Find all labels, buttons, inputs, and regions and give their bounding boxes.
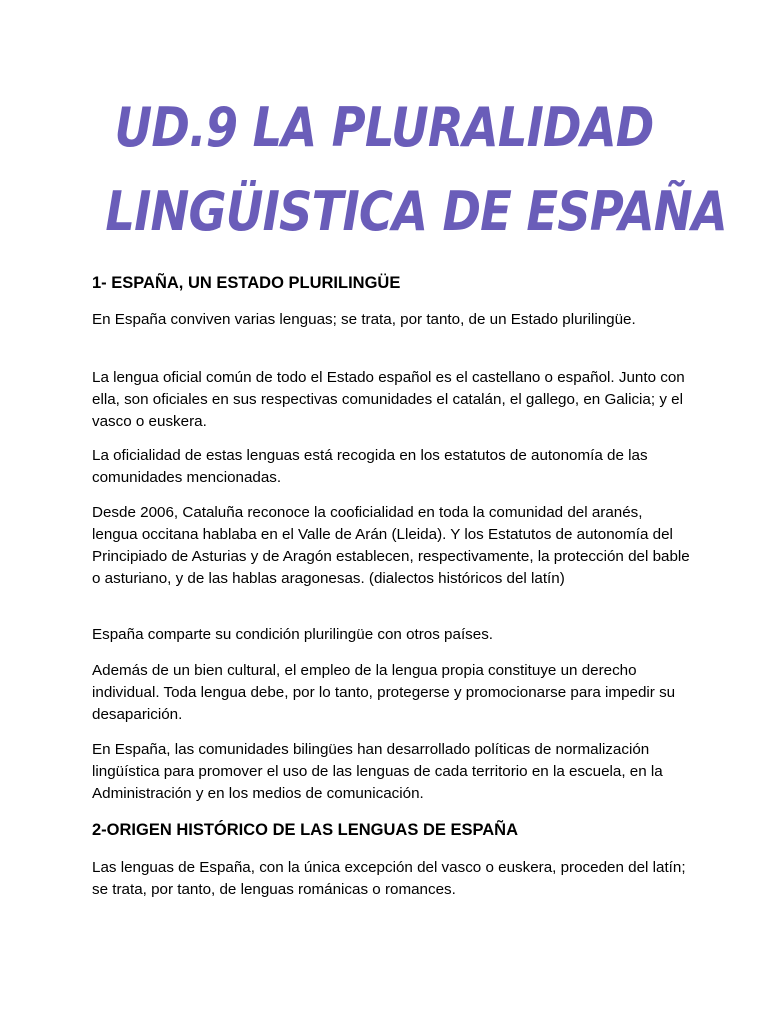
section-1-paragraph-3: La oficialidad de estas lenguas está recogida en los estatutos de autonomía de las comunidades mencionadas. [92,447,648,486]
section-1-paragraph-1: En España conviven varias lenguas; se trata, por tanto, de un Estado plurilingüe. [92,311,636,328]
section-1-paragraph-7: En España, las comunidades bilingües han desarrollado políticas de normalización lingüística para promover el uso de las lenguas de cada territorio en la escuela, en la Administración y en los medios de comunicación. [92,741,663,802]
section-2-paragraph-1: Las lenguas de España, con la única excepción del vasco o euskera, proceden del latín; se trata, por tanto, de lenguas románicas o romances. [92,859,686,898]
document-title-line-1: UD.9 LA PLURALIDAD [114,96,654,159]
section-1-heading: 1- ESPAÑA, UN ESTADO PLURILINGÜE [92,274,401,292]
section-1-paragraph-6: Además de un bien cultural, el empleo de la lengua propia constituye un derecho individual. Toda lengua debe, por lo tanto, protegerse y promocionarse para impedir su desaparición. [92,662,676,723]
section-1-paragraph-5: España comparte su condición plurilingüe con otros países. [92,626,494,643]
section-1-paragraph-2: La lengua oficial común de todo el Estado español es el castellano o español. Junto con ella, son oficiales en sus respectivas comunidades el catalán, el gallego, en Galicia; y el vasco o euskera. [92,369,685,430]
document-title-line-2: LINGÜISTICA DE ESPAÑA [105,180,727,243]
section-1-paragraph-4: Desde 2006, Cataluña reconoce la cooficialidad en toda la comunidad del aranés, lengua occitana hablaba en el Valle de Arán (Lleida). Y los Estatutos de autonomía del Principiado de Asturias y de Aragón establecen, respectivamente, la protección del bable o asturiano, y de las hablas aragonesas. (dialectos históricos del latín) [92,504,690,587]
section-2-heading: 2-ORIGEN HISTÓRICO DE LAS LENGUAS DE ESPAÑA [92,821,518,839]
